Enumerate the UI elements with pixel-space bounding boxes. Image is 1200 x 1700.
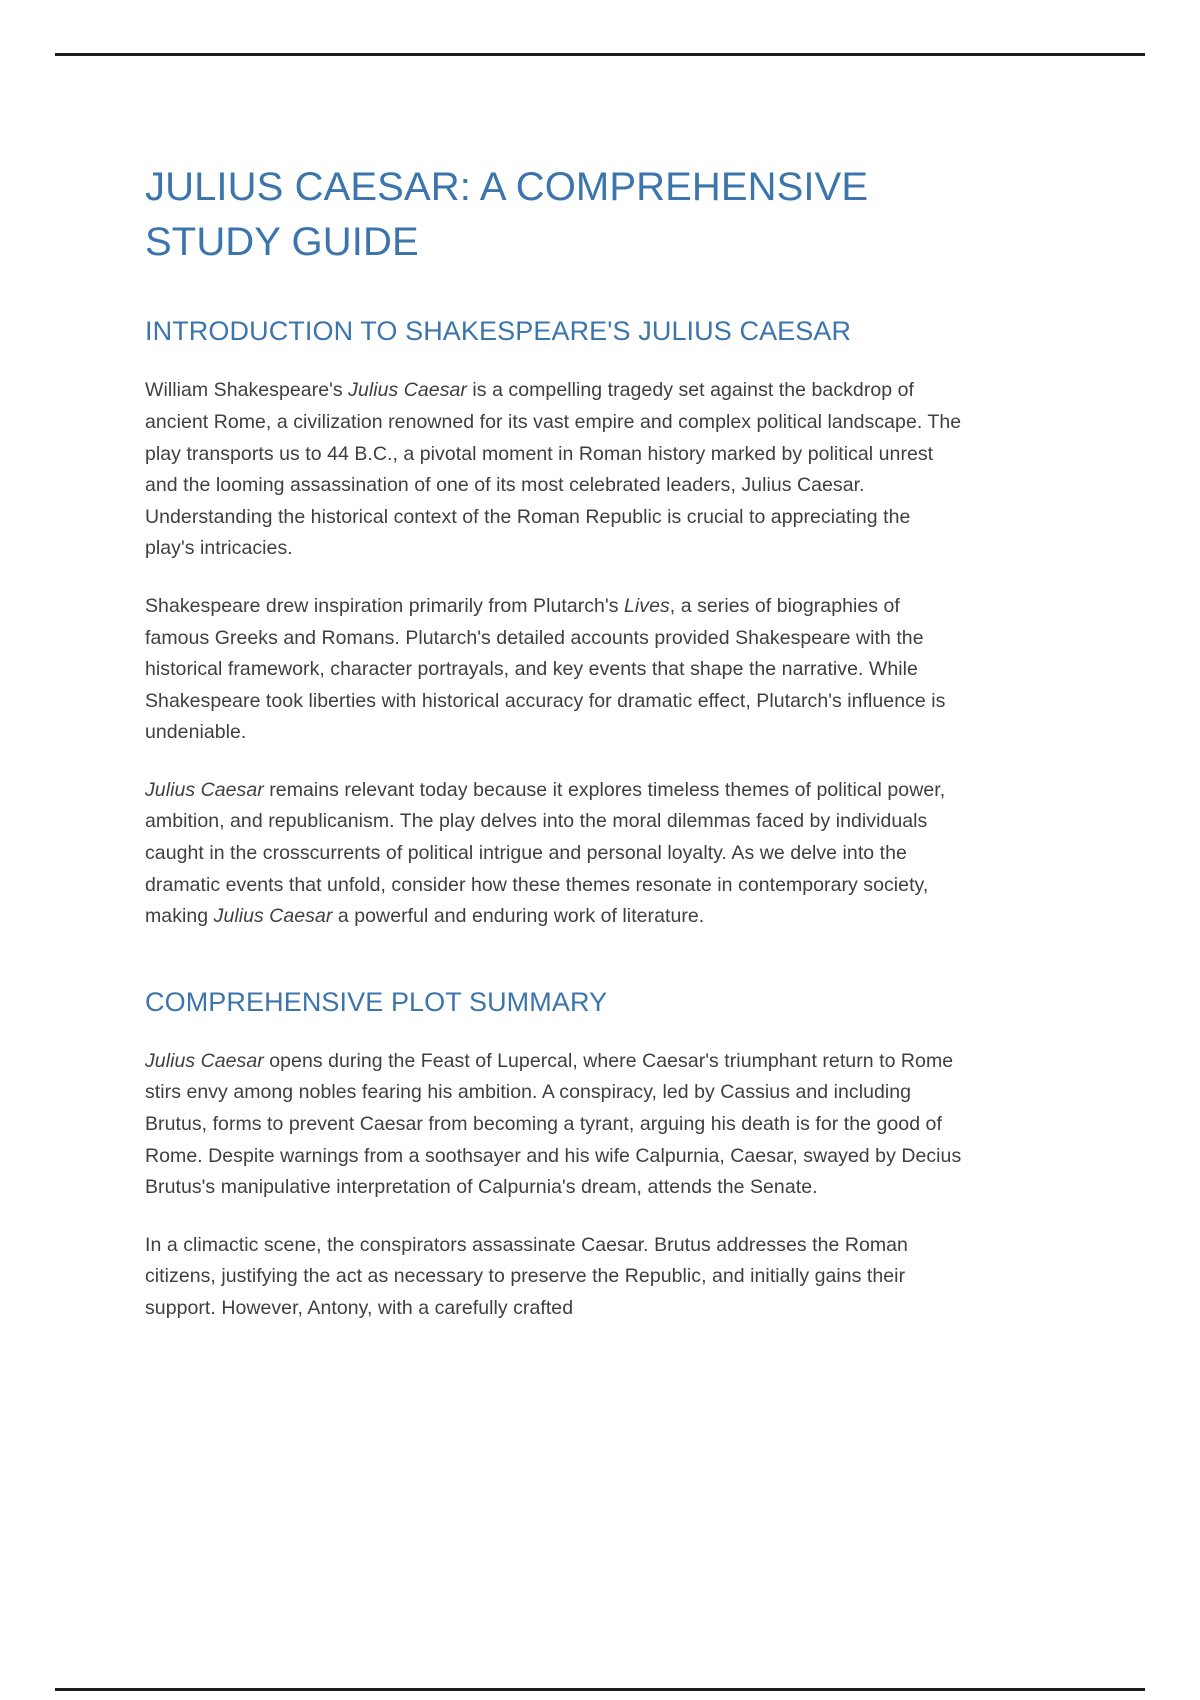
text-run: remains relevant today because it explores timeless themes of political power, ambition, and republicanism. The play delves into the moral dilemmas faced by individuals caught in the crosscurrents of political intrigue and personal loyalty. As we delve into the dramatic events that unfold, consider how these themes resonate in contemporary society, making [145, 778, 946, 928]
body-paragraph [145, 1046, 963, 1204]
work-title-italic: Julius Caesar [213, 905, 333, 928]
document-sections [145, 314, 963, 1324]
work-title-italic: Lives [624, 594, 670, 617]
text-run: is a compelling tragedy set against the backdrop of ancient Rome, a civilization renowned for its vast empire and complex political landscape. The play transports us to 44 B.C., a pivotal moment in Roman history marked by political unrest and the looming assassination of one of its most celebrated leaders, Julius Caesar. Understanding the historical context of the Roman Republic is crucial to appreciating the play's intricacies. [145, 379, 962, 560]
text-run: opens during the Feast of Lupercal, where Caesar's triumphant return to Rome stirs envy among nobles fearing his ambition. A conspiracy, led by Cassius and including Brutus, forms to prevent Caesar from becoming a tyrant, arguing his death is for the good of Rome. Despite warnings from a soothsayer and his wife Calpurnia, Caesar, swayed by Decius Brutus's manipulative interpretation of Calpurnia's dream, attends the Senate. [145, 1049, 962, 1199]
body-paragraph [145, 775, 963, 933]
text-run: William Shakespeare's [145, 379, 349, 402]
page-bottom-rule [55, 1688, 1145, 1691]
document-section [145, 985, 963, 1325]
section-heading: COMPREHENSIVE PLOT SUMMARY [145, 986, 608, 1017]
document-section [145, 314, 963, 932]
text-run: a powerful and enduring work of literature. [332, 905, 705, 928]
body-paragraph [145, 1230, 963, 1325]
body-paragraph [145, 591, 963, 749]
work-title-italic: Julius Caesar [348, 379, 467, 402]
text-run: In a climactic scene, the conspirators assassinate Caesar. Brutus addresses the Roman citizens, justifying the act as necessary to preserve the Republic, and initially gains their support. However, Antony, with a carefully crafted [145, 1233, 908, 1319]
page-title: JULIUS CAESAR: A COMPREHENSIVE STUDY GUIDE [145, 165, 869, 265]
work-title-italic: Julius Caesar [145, 1049, 264, 1072]
section-heading: INTRODUCTION TO SHAKESPEARE'S JULIUS CAESAR [145, 316, 852, 347]
work-title-italic: Julius Caesar [145, 778, 264, 801]
page-top-rule [55, 53, 1145, 56]
document-content [145, 160, 963, 1324]
body-paragraph [145, 375, 963, 564]
text-run: Shakespeare drew inspiration primarily from Plutarch's [145, 594, 624, 617]
text-run: , a series of biographies of famous Greeks and Romans. Plutarch's detailed accounts provided Shakespeare with the historical framework, character portrayals, and key events that shape the narrative. While Shakespeare took liberties with historical accuracy for dramatic effect, Plutarch's influence is undeniable. [145, 594, 946, 744]
